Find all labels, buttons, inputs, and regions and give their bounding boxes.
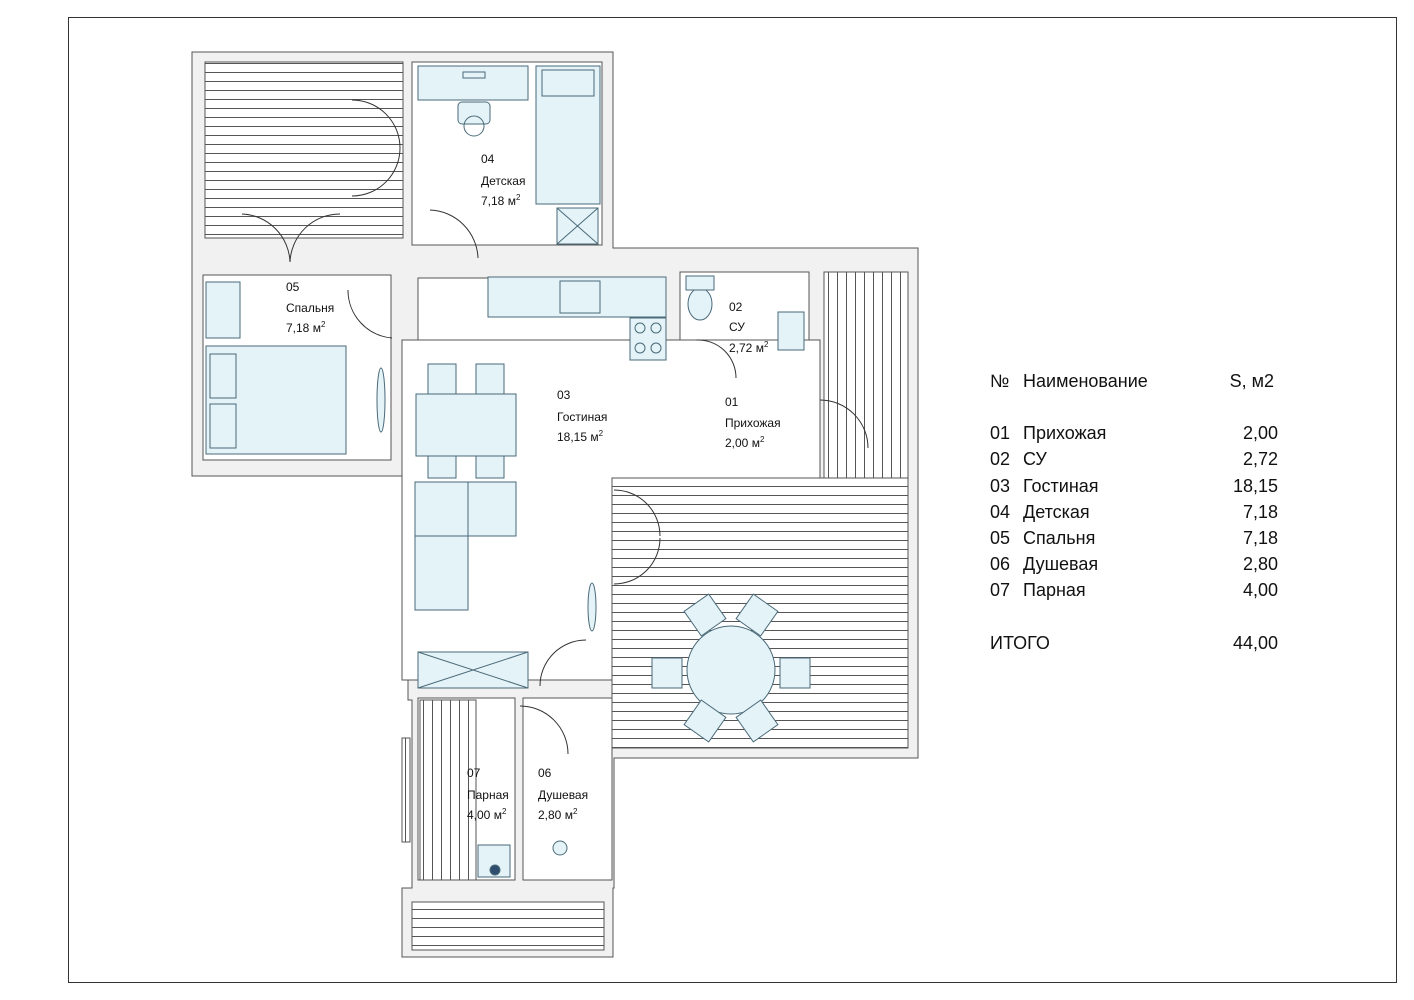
legend-header-num: № <box>990 371 1010 391</box>
legend-num: 06 <box>990 554 1011 575</box>
room-03-name: Гостиная <box>557 410 608 424</box>
legend-total-value: 44,00 <box>1232 632 1278 653</box>
room-02-number: 02 <box>729 300 743 314</box>
legend-header <box>990 368 1300 394</box>
terrace-south <box>412 902 604 950</box>
legend-num: 02 <box>990 449 1011 470</box>
legend-area: 2,80 <box>1242 554 1278 575</box>
room-04-number: 04 <box>481 152 495 166</box>
legend-num: 03 <box>990 475 1011 496</box>
legend-num: 07 <box>990 580 1011 601</box>
room-03-area: 18,15 $м^2$ <box>557 429 604 444</box>
legend-name: СУ <box>1023 449 1047 470</box>
room-06-name: Душевая <box>538 788 589 802</box>
shower-head <box>553 841 567 855</box>
room-04-area: 7,18 $м^2$ <box>481 193 521 208</box>
legend-area: 18,15 <box>1232 475 1278 496</box>
legend-name: Прихожая <box>1023 423 1107 444</box>
legend-num: 05 <box>990 527 1011 548</box>
room-02-area: 2,72 $м^2$ <box>729 340 769 355</box>
legend-row <box>990 420 1300 446</box>
room-07-area: 4,00 $м^2$ <box>467 807 507 822</box>
wardrobe <box>206 282 240 338</box>
sink <box>560 281 600 313</box>
window-west <box>402 738 410 842</box>
toilet <box>688 288 712 320</box>
legend-area: 4,00 <box>1242 580 1278 601</box>
round-table <box>687 626 775 714</box>
room-07-name: Парная <box>467 788 509 802</box>
room-04-name: Детская <box>481 174 526 188</box>
legend-row <box>990 525 1300 551</box>
legend-num: 04 <box>990 501 1011 522</box>
tv-living <box>588 583 596 631</box>
legend-row <box>990 499 1300 525</box>
legend-area: 2,72 <box>1242 449 1278 470</box>
desk <box>418 66 528 100</box>
area-legend <box>990 368 1300 656</box>
legend-total <box>990 630 1300 656</box>
legend-area: 2,00 <box>1242 423 1278 444</box>
stove <box>630 318 666 360</box>
legend-row <box>990 577 1300 603</box>
room-01-name: Прихожая <box>725 416 781 430</box>
legend-name: Детская <box>1023 501 1090 522</box>
chair <box>458 102 490 124</box>
legend-area: 7,18 <box>1242 527 1278 548</box>
bath-sink <box>778 312 804 350</box>
legend-name: Душевая <box>1023 554 1099 575</box>
legend-row <box>990 473 1300 499</box>
room-01-area: 2,00 $м^2$ <box>725 435 765 450</box>
legend-area: 7,18 <box>1242 501 1278 522</box>
terrace-north-west <box>205 62 403 238</box>
legend-name: Спальня <box>1023 527 1096 548</box>
room-05-name: Спальня <box>286 301 335 315</box>
room-06-number: 06 <box>538 766 552 780</box>
legend-name: Гостиная <box>1023 475 1099 496</box>
monitor <box>463 72 485 78</box>
room-07-number: 07 <box>467 766 481 780</box>
room-05-number: 05 <box>286 280 300 294</box>
legend-name: Парная <box>1023 580 1086 601</box>
room-05-area: 7,18 $м^2$ <box>286 320 326 335</box>
dining-table <box>416 394 516 456</box>
room-03-number: 03 <box>557 388 571 402</box>
room-06-area: 2,80 $м^2$ <box>538 807 578 822</box>
legend-row <box>990 551 1300 577</box>
room-01-number: 01 <box>725 395 739 409</box>
legend-total-label: ИТОГО <box>990 632 1050 653</box>
tv-bedroom <box>377 368 385 432</box>
legend-num: 01 <box>990 423 1011 444</box>
legend-row <box>990 446 1300 472</box>
legend-header-name: Наименование <box>1023 371 1148 391</box>
legend-header-area: S, м2 <box>1229 371 1274 391</box>
room-02-name: СУ <box>729 320 745 334</box>
terrace-east <box>824 272 908 478</box>
